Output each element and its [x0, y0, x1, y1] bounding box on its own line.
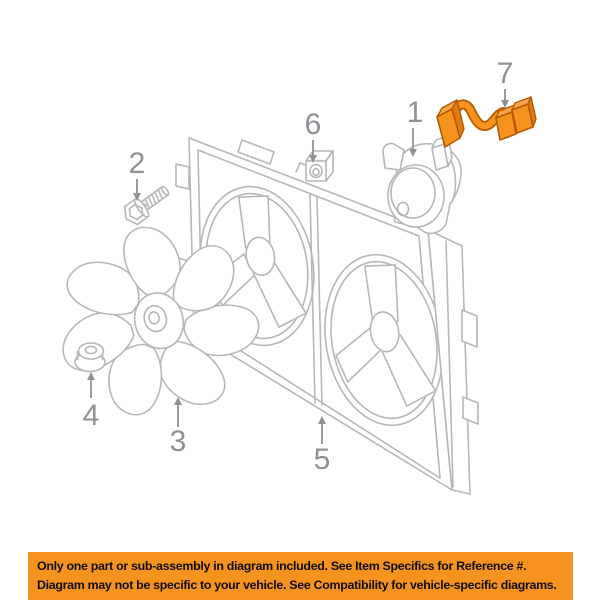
nut-top [79, 343, 104, 359]
callout-7-arrowhead [501, 100, 509, 108]
nut-drawing [75, 343, 105, 372]
bolt-drawing [120, 181, 174, 228]
callout-5-number: 5 [313, 443, 331, 476]
callout-1-number: 1 [406, 96, 424, 129]
shroud-rail-notch-upper [462, 310, 477, 347]
disclaimer-line-2: Diagram may not be specific to your vehicle. See Compatibility for vehicle-specific diagrams. [37, 578, 557, 592]
callout-3 [170, 397, 187, 458]
callout-4-number: 4 [82, 399, 100, 432]
disclaimer-banner [28, 552, 573, 600]
callout-4 [83, 372, 100, 432]
callout-7-number: 7 [496, 57, 514, 90]
callout-6-number: 6 [304, 108, 322, 141]
motor-mount-ear [383, 143, 404, 170]
callout-5 [314, 416, 331, 476]
shroud-left-tab-upper [176, 164, 189, 189]
callout-5-arrowhead [318, 416, 326, 424]
callout-7 [497, 57, 514, 108]
callout-3-number: 3 [169, 425, 187, 458]
callout-2-number: 2 [128, 147, 146, 180]
callout-2 [129, 147, 146, 201]
wire-harness-drawing [437, 97, 536, 147]
disclaimer-line-1: Only one part or sub-assembly in diagram included. See Item Specifics for Reference #. [37, 559, 527, 573]
callout-4-arrowhead [87, 372, 95, 380]
